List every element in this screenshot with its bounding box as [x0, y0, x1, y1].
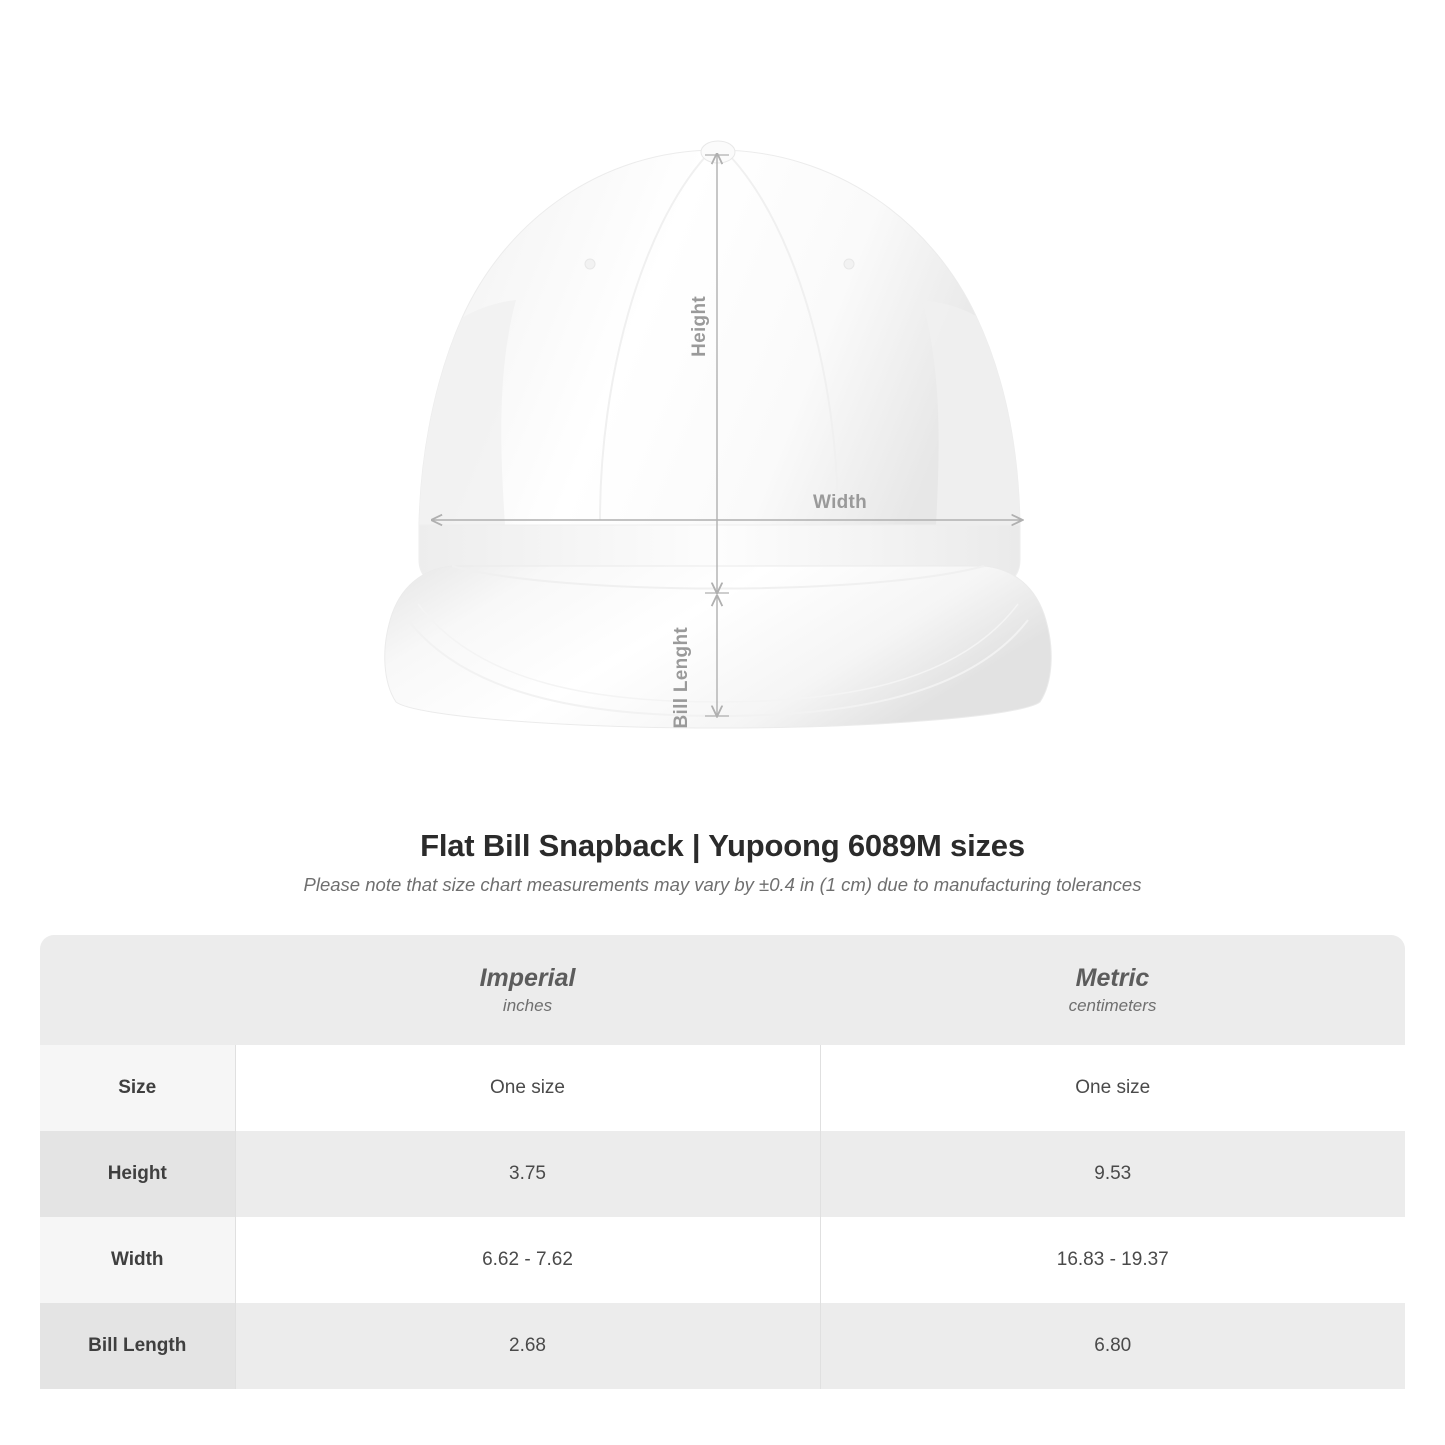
- bill-label-line-1: Bill: [671, 697, 692, 729]
- header-metric-name: Metric: [1075, 963, 1150, 992]
- title-block: [0, 828, 1445, 896]
- row-label: Size: [40, 1045, 235, 1131]
- page-title: Flat Bill Snapback | Yupoong 6089M sizes: [420, 828, 1025, 863]
- row-label: Bill Length: [40, 1303, 235, 1389]
- dimension-label-bill-length: [672, 627, 692, 728]
- size-table-wrapper: [40, 935, 1405, 1389]
- dimension-label-height: Height: [689, 296, 710, 357]
- dimension-label-width: Width: [813, 492, 868, 513]
- header-metric: [820, 935, 1405, 1045]
- tolerance-note: Please note that size chart measurements may vary by ±0.4 in (1 cm) due to manufacturing tolerances: [303, 874, 1142, 895]
- table-row: [40, 1131, 1405, 1217]
- row-metric-value: 6.80: [820, 1303, 1405, 1389]
- row-metric-value: One size: [820, 1045, 1405, 1131]
- row-metric-value: 16.83 - 19.37: [820, 1217, 1405, 1303]
- header-imperial-sub: inches: [502, 996, 553, 1016]
- table-row: [40, 1045, 1405, 1131]
- header-metric-sub: centimeters: [1068, 996, 1157, 1016]
- table-row: [40, 1217, 1405, 1303]
- row-label: Width: [40, 1217, 235, 1303]
- row-imperial-value: One size: [235, 1045, 820, 1131]
- row-imperial-value: 2.68: [235, 1303, 820, 1389]
- header-imperial-name: Imperial: [479, 963, 576, 992]
- table-row: [40, 1303, 1405, 1389]
- table-header-row: [40, 935, 1405, 1045]
- bill-label-line-2: Lenght: [671, 627, 692, 693]
- row-metric-value: 9.53: [820, 1131, 1405, 1217]
- row-imperial-value: 6.62 - 7.62: [235, 1217, 820, 1303]
- row-label: Height: [40, 1131, 235, 1217]
- header-imperial: [235, 935, 820, 1045]
- header-corner-cell: [40, 935, 235, 1045]
- size-table: [40, 935, 1405, 1389]
- row-imperial-value: 3.75: [235, 1131, 820, 1217]
